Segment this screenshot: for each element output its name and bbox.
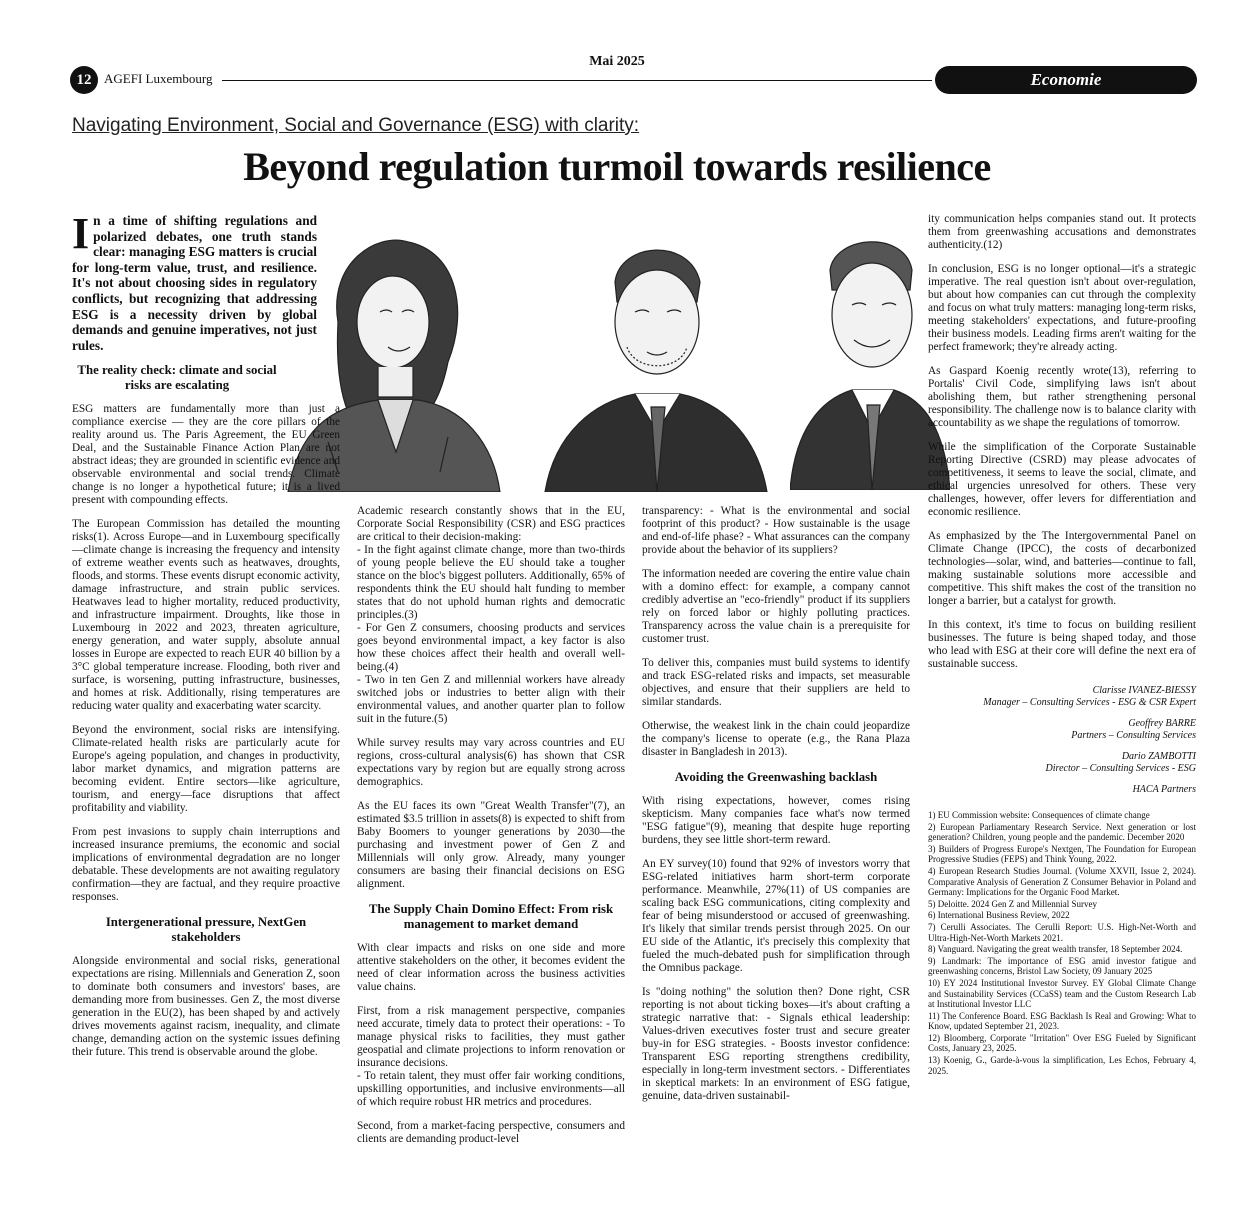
paragraph: - For Gen Z consumers, choosing products and services goes beyond environmental impact, a key factor is also how these choices affect their health and overall well-being.(4) [357, 622, 625, 673]
paragraph: An EY survey(10) found that 92% of investors worry that ESG-related initiatives harm short-term corporate performance. Meanwhile, 27%(11) of US companies are scaling back ESG communications, citing complexity and fear of being misunderstood or accused of greenwashing. It's likely that similar trends persist through 2025. On our EU side of the Atlantic, it's precisely this complexity that fueled the much-debated push for simplification through the Omnibus package. [642, 858, 910, 974]
author-role: Director – Consulting Services - ESG [1045, 763, 1196, 774]
column-1 [72, 209, 340, 1070]
paragraph: Second, from a market-facing perspective, consumers and clients are demanding product-level [357, 1120, 625, 1145]
paragraph: To deliver this, companies must build systems to identify and track ESG-related risks and impacts, set measurable objectives, and ensure that their suppliers are held to similar standards. [642, 657, 910, 708]
firm-name: HACA Partners [1132, 784, 1196, 795]
portrait-man-center [535, 212, 775, 492]
footnote: 13) Koenig, G., Garde-à-vous la simplification, Les Echos, February 4, 2025. [928, 1055, 1196, 1076]
publication-name: AGEFI Luxembourg [104, 71, 213, 86]
paragraph: As the EU faces its own "Great Wealth Transfer"(7), an estimated $3.5 trillion in assets(8) is expected to shift from Baby Boomers to younger generations by 2030—the purchasing and investment power of Gen Z and Millennials will only grow. Already, many younger consumers are basing their financial decisions on ESG alignment. [357, 800, 625, 890]
section-tab: Economie [935, 66, 1197, 94]
author-name: Dario ZAMBOTTI [1121, 751, 1196, 762]
portrait-man-right [790, 210, 950, 490]
paragraph: In this context, it's time to focus on building resilient businesses. The future is being shaped today, and those who lead with ESG at their core will define the next era of sustainable success. [928, 619, 1196, 670]
paragraph: While survey results may vary across countries and EU regions, cross-cultural analysis(6) has shown that CSR expectations vary by region but are equally strong across demographics. [357, 737, 625, 788]
author-role: Partners – Consulting Services [1071, 730, 1196, 741]
paragraph: The European Commission has detailed the mounting risks(1). Across Europe—and in Luxembourg specifically—climate change is increasing the frequency and intensity of extreme weather events such as heatwaves, droughts, floods, and storms. These events disrupt economic activity, damage infrastructure, and strain public services. Heatwaves lead to higher mortality, reduced productivity, and infrastructure impairment. Droughts, like those in Luxembourg in 2022 and 2023, threaten agriculture, energy generation, and water supply, absolute annual losses in Europe are expected to reach EUR 40 billion by a 3°C global temperature increase. Flooding, both river and surface, is worsening, putting infrastructure, businesses, and homes at risk. Additionally, rising temperatures are reducing water quality and exacerbating water scarcity. [72, 518, 340, 713]
subhead-intergenerational: Intergenerational pressure, NextGen stakeholders [105, 915, 307, 945]
column-4 [928, 213, 1196, 1077]
lead-text: n a time of shifting regulations and polarized debates, one truth stands clear: managing ESG matters is crucial for long-term value, trust, and resilience. It's not about choosing sides in regulatory conflicts, but recognizing that addressing ESG is a necessity driven by global demands and genuine imperatives, not just rules. [72, 213, 317, 353]
paragraph: - To retain talent, they must offer fair working conditions, upskilling opportunities, and inclusive environments—all of which require robust HR metrics and procedures. [357, 1070, 625, 1108]
author-role: Manager – Consulting Services - ESG & CSR Expert [983, 697, 1196, 708]
footnote: 7) Cerulli Associates. The Cerulli Report: U.S. High-Net-Worth and Ultra-High-Net-Worth Markets 2021. [928, 921, 1196, 943]
footnote: 12) Bloomberg, Corporate "Irritation" Over ESG Fueled by Significant Costs, January 23, 2025. [928, 1032, 1196, 1054]
footnote: 6) International Business Review, 2022 [928, 910, 1070, 921]
drop-cap: I [72, 209, 90, 258]
footnote: 10) EY 2024 Institutional Investor Survey. EY Global Climate Change and Sustainability Services (CCaSS) team and the Custom Research Lab at Institutional Investor LLC [928, 977, 1196, 1010]
footnote: 2) European Parliamentary Research Service. Next generation or lost generation? Children, young people and the pandemic. December 2020 [928, 821, 1196, 843]
author-signature [928, 718, 1196, 742]
kicker: Navigating Environment, Social and Governance (ESG) with clarity: [72, 115, 640, 136]
subhead-greenwashing: Avoiding the Greenwashing backlash [674, 770, 878, 784]
footnote: 3) Builders of Progress Europe's Nextgen, The Foundation for European Progressive Studies (FEPS) and Think Young, 2022. [928, 843, 1196, 865]
paragraph: With rising expectations, however, comes rising skepticism. Many companies face what's now termed "ESG fatigue"(9), meaning that despite huge reporting burdens, they see little short-term reward. [642, 795, 910, 846]
page-number: 12 [70, 66, 98, 94]
paragraph: In conclusion, ESG is no longer optional—it's a strategic imperative. The real question isn't about over-regulation, but about how companies can cut through the complexity and focus on what truly matters: managing long-term risks, meeting stakeholders' expectations, and future-proofing their business models. Leading firms aren't waiting for the perfect framework; they're already acting. [928, 263, 1196, 353]
author-name: Clarisse IVANEZ-BIESSY [1092, 685, 1196, 696]
paragraph: The information needed are covering the entire value chain with a domino effect: for example, a company cannot credibly advertise an "eco-friendly" product if its suppliers rely on forced labor or highly polluting practices. Transparency across the value chain is a prerequisite for customer trust. [642, 568, 910, 645]
issue-date: Mai 2025 [589, 54, 645, 69]
paragraph: Is "doing nothing" the solution then? Done right, CSR reporting is not about ticking boxes—it's about crafting a strategic narrative that: - Signals ethical leadership: Values-driven executives foster trust and secure greater buy-in for ESG strategies. - Boosts investor confidence: Transparent ESG reporting strengthens credibility, especially in long-term investment sectors. - Differentiates in skeptical markets: In an environment of ESG fatigue, genuine, data-driven sustainabil- [642, 986, 910, 1102]
paragraph: First, from a risk management perspective, companies need accurate, timely data to protect their operations: - To manage physical risks to facilities, they must gather geospatial and climate projections to inform renovation or insurance decisions. [357, 1005, 625, 1069]
author-signature [928, 751, 1196, 775]
paragraph: While the simplification of the Corporate Sustainable Reporting Directive (CSRD) may please advocates of competitiveness, it seems to leave the social, climate, and ethical urgencies unresolved for others. These very challenges, however, offer levers for differentiation and economic resilience. [928, 441, 1196, 518]
headline: Beyond regulation turmoil towards resilience [243, 144, 991, 189]
paragraph: As emphasized by the The Intergovernmental Panel on Climate Change (IPCC), the costs of decarbonized technologies—solar, wind, and batteries—continue to fall, making sustainable solutions more accessible and competitive. This shift makes the cost of the transition no longer a barrier, but a catalyst for growth. [928, 530, 1196, 607]
subhead-reality-check: The reality check: climate and social risks are escalating [77, 363, 277, 393]
paragraph: Academic research constantly shows that in the EU, Corporate Social Responsibility (CSR) and ESG practices are critical to their decision-making: [357, 505, 625, 543]
footnote: 1) EU Commission website: Consequences of climate change [928, 810, 1150, 820]
header-rule [222, 80, 932, 81]
author-name: Geoffrey BARRE [1128, 718, 1196, 729]
footnote: 11) The Conference Board. ESG Backlash Is Real and Growing: What to Know, updated September 21, 2023. [928, 1010, 1196, 1032]
footnote: 9) Landmark: The importance of ESG amid investor fatigue and greenwashing concerns, Bristol Law Society, 09 January 2025 [928, 955, 1196, 977]
paragraph: - In the fight against climate change, more than two-thirds of young people believe the EU should take a tougher stance on the bloc's biggest polluters. Additionally, 65% of respondents think the EU should halt funding to member states that do not uphold human rights and democratic principles.(3) [357, 544, 625, 621]
paragraph: As Gaspard Koenig recently wrote(13), referring to Portalis' Civil Code, simplifying laws isn't about abolishing them, but rather strengthening personal responsibility. The challenge now is to balance clarity with accountability as we shape the regulations of tomorrow. [928, 365, 1196, 429]
column-2 [357, 505, 625, 1157]
paragraph: Alongside environmental and social risks, generational expectations are rising. Millennials and Generation Z, soon to dominate both consumers and investors' bases, are demanding more from businesses. Gen Z, the most diverse generation in the EU(2), has been shaped by and actively drives movements against racism, inequality, and climate change, demanding action on the systemic issues defining their future. This trend is observable around the globe. [72, 955, 340, 1059]
paragraph: From pest invasions to supply chain interruptions and increased insurance premiums, the economic and social implications of environmental degradation are no longer debatable. These developments are not awaiting regulatory confirmation—they are factual, and they require proactive responses. [72, 826, 340, 904]
footnote: 5) Deloitte. 2024 Gen Z and Millennial Survey [928, 898, 1097, 909]
paragraph: Otherwise, the weakest link in the chain could jeopardize the company's license to operate (e.g., the Rana Plaza disaster in Bangladesh in 2013). [642, 720, 910, 758]
footnotes [928, 810, 1196, 1076]
author-signature [928, 685, 1196, 709]
paragraph: With clear impacts and risks on one side and more attentive stakeholders on the other, it becomes evident the need of clear information across the business activities value chains. [357, 942, 625, 993]
paragraph: ity communication helps companies stand out. It protects them from greenwashing accusations and demonstrates authenticity.(12) [928, 213, 1196, 251]
paragraph: Beyond the environment, social risks are intensifying. Climate-related health risks are particularly acute for Europe's ageing population, and changes in productivity, labor market dynamics, and migration patterns are becoming evident. Entire sectors—like agriculture, tourism, and energy—face disruptions that affect profitability and viability. [72, 724, 340, 815]
paragraph: - Two in ten Gen Z and millennial workers have already switched jobs or industries to better align with their environmental values, and another quarter plan to follow suit in the future.(5) [357, 674, 625, 725]
column-3 [642, 505, 910, 1114]
paragraph: transparency: - What is the environmental and social footprint of this product? - How sustainable is the usage and end-of-life phase? - What assurances can the company provide about the behavior of its suppliers? [642, 505, 910, 556]
lead-paragraph [72, 209, 317, 353]
footnote: 8) Vanguard. Navigating the great wealth transfer, 18 September 2024. [928, 944, 1183, 955]
paragraph: ESG matters are fundamentally more than just a compliance exercise — they are the core pillars of the reality around us. The Paris Agreement, the EU Green Deal, and the Sustainable Finance Action Plan are not abstract ideas; they are grounded in scientific evidence and observable environmental and social trends. Climate change is no longer a hypothetical future; it is a lived present with compounding effects. [72, 403, 340, 507]
footnote: 4) European Research Studies Journal. (Volume XXVII, Issue 2, 2024). Comparative Analysis of Generation Z Consumer Behavior in Poland and Germany: Implications for the Organic Food Market. [928, 865, 1196, 898]
subhead-supply-chain: The Supply Chain Domino Effect: From risk management to market demand [368, 902, 614, 931]
